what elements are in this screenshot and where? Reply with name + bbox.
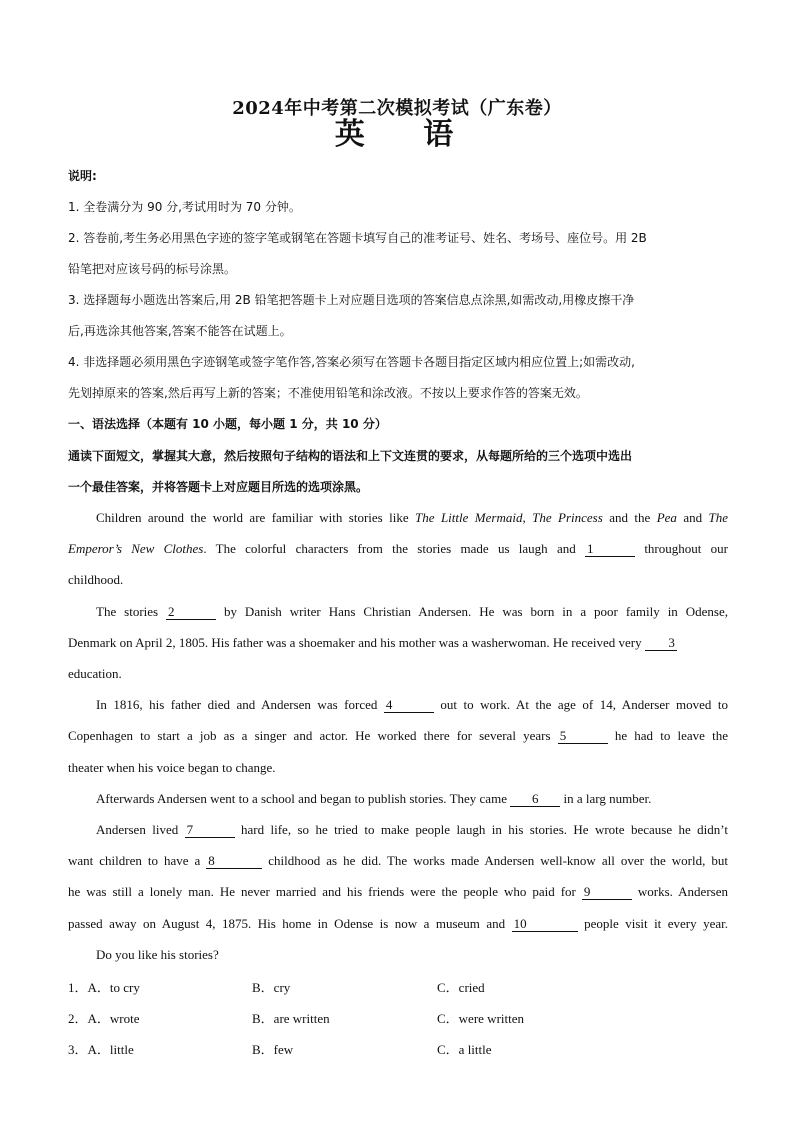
instructions-label: 说明: bbox=[68, 169, 97, 183]
answer-blank: 1 bbox=[585, 541, 635, 557]
passage-line: Children around the world are familiar with stories like The Little Mermaid, The Princess and the Pea and The bbox=[96, 510, 728, 525]
question-option-b: B．cry bbox=[252, 980, 291, 995]
answer-blank: 5 bbox=[558, 728, 608, 744]
question-option-b: B．are written bbox=[252, 1011, 330, 1026]
instruction-line: 铅笔把对应该号码的标号涂黑。 bbox=[68, 262, 237, 276]
section-directions: 一个最佳答案，并将答题卡上对应题目所选的选项涂黑。 bbox=[68, 480, 369, 494]
question-option-a: 2．A．wrote bbox=[68, 1011, 140, 1026]
subject-title: 英 语 bbox=[334, 117, 478, 152]
passage-line: Emperor’s New Clothes. The colorful characters from the stories made us laugh and 1 throughout our bbox=[68, 541, 728, 556]
question-option-c: C．were written bbox=[437, 1011, 525, 1026]
question-option-a: 3．A．little bbox=[68, 1042, 134, 1057]
answer-blank: 7 bbox=[185, 822, 235, 838]
passage-line: Do you like his stories? bbox=[96, 947, 219, 962]
answer-blank: 6 bbox=[510, 791, 560, 807]
passage-line: childhood. bbox=[68, 572, 124, 587]
passage-line: passed away on August 4, 1875. His home in Odense is now a museum and 10 people visit it every year. bbox=[68, 916, 728, 931]
instruction-line: 后,再选涂其他答案,答案不能答在试题上。 bbox=[68, 324, 292, 338]
passage-line: Copenhagen to start a job as a singer and actor. He worked there for several years 5 he had to leave the bbox=[68, 728, 728, 743]
question-option-c: C．a little bbox=[437, 1042, 492, 1057]
question-option-b: B．few bbox=[252, 1042, 294, 1057]
instruction-line: 3. 选择题每小题选出答案后,用 2B 铅笔把答题卡上对应题目选项的答案信息点涂黑,如需改动,用橡皮擦干净 bbox=[68, 293, 635, 307]
passage-line: The stories 2 by Danish writer Hans Christian Andersen. He was born in a poor family in Odense, bbox=[96, 604, 728, 619]
passage-line: In 1816, his father died and Andersen was forced 4 out to work. At the age of 14, Anderser moved to bbox=[96, 697, 728, 712]
passage-line: education. bbox=[68, 666, 122, 681]
answer-blank: 2 bbox=[166, 604, 216, 620]
passage-line: Afterwards Andersen went to a school and began to publish stories. They came 6 in a larg number. bbox=[96, 791, 652, 806]
question-option-c: C．cried bbox=[437, 980, 485, 995]
answer-blank: 10 bbox=[512, 916, 578, 932]
passage-line: Andersen lived 7 hard life, so he tried to make people laugh in his stories. He wrote because he didn’t bbox=[96, 822, 728, 837]
section-heading: 一、语法选择（本题有 10 小题，每小题 1 分，共 10 分） bbox=[68, 417, 387, 431]
instruction-line: 先划掉原来的答案,然后再写上新的答案；不准使用铅笔和涂改液。不按以上要求作答的答案无效。 bbox=[68, 386, 588, 400]
instruction-line: 1. 全卷满分为 90 分,考试用时为 70 分钟。 bbox=[68, 200, 301, 214]
answer-blank: 3 bbox=[645, 635, 677, 651]
instruction-line: 2. 答卷前,考生务必用黑色字迹的签字笔或钢笔在答题卡填写自己的准考证号、姓名、考场号、座位号。用 2B bbox=[68, 231, 647, 245]
passage-line: Denmark on April 2, 1805. His father was a shoemaker and his mother was a washerwoman. He received very 3 bbox=[68, 635, 675, 650]
passage-line: theater when his voice began to change. bbox=[68, 760, 276, 775]
passage-line: want children to have a 8 childhood as he did. The works made Andersen well-know all over the world, but bbox=[68, 853, 728, 868]
answer-blank: 9 bbox=[582, 884, 632, 900]
answer-blank: 4 bbox=[384, 697, 434, 713]
passage-line: he was still a lonely man. He never married and his friends were the people who paid for 9 works. Andersen bbox=[68, 884, 728, 899]
section-directions: 通读下面短文，掌握其大意，然后按照句子结构的语法和上下文连贯的要求，从每题所给的三个选项中选出 bbox=[68, 449, 633, 463]
exam-title: 2024年中考第二次模拟考试（广东卷） bbox=[232, 98, 562, 119]
instruction-line: 4. 非选择题必须用黑色字迹钢笔或签字笔作答,答案必须写在答题卡各题目指定区域内相应位置上;如需改动, bbox=[68, 355, 635, 369]
question-option-a: 1．A．to cry bbox=[68, 980, 140, 995]
answer-blank: 8 bbox=[206, 853, 262, 869]
